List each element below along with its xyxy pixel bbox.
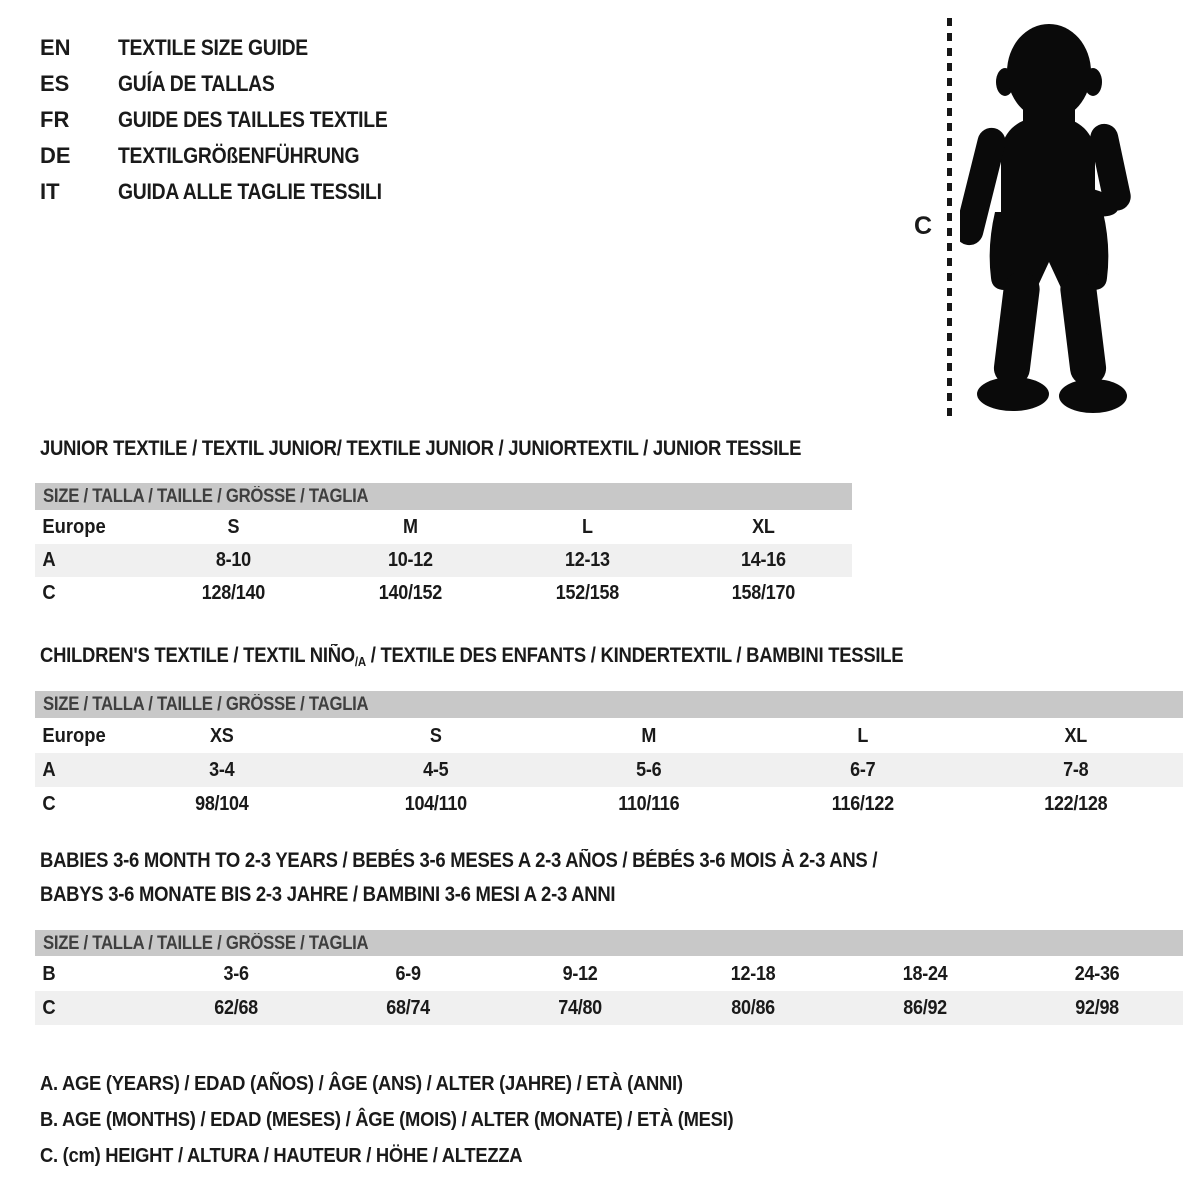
table-cell: M	[641, 725, 657, 747]
table-cell: XL	[1064, 725, 1088, 747]
table-cell: XS	[210, 725, 234, 747]
legend-age-months: B. AGE (MONTHS) / EDAD (MESES) / ÂGE (MOIS) / ALTER (MONATE) / ETÀ (MESI)	[40, 1109, 734, 1131]
lang-row-it	[40, 174, 424, 210]
height-measure-label: C	[914, 212, 933, 240]
lang-code: IT	[40, 179, 60, 204]
size-header-label: SIZE / TALLA / TAILLE / GRÖSSE / TAGLIA	[43, 486, 369, 507]
size-header-label: SIZE / TALLA / TAILLE / GRÖSSE / TAGLIA	[43, 933, 369, 954]
row-label: C	[42, 582, 56, 604]
table-cell: 158/170	[732, 582, 796, 604]
table-cell: 14-16	[741, 549, 786, 571]
lang-row-fr	[40, 102, 424, 138]
row-label: C	[42, 997, 56, 1019]
toddler-silhouette-icon	[960, 16, 1140, 418]
table-cell: 24-36	[1074, 963, 1120, 985]
table-cell: L	[857, 725, 868, 747]
table-cell: S	[429, 725, 442, 747]
table-row	[35, 719, 1183, 753]
table-cell: XL	[752, 516, 775, 538]
lang-label: GUIDA ALLE TAGLIE TESSILI	[118, 179, 382, 204]
table-cell: 10-12	[387, 549, 433, 571]
lang-code: EN	[40, 35, 71, 60]
table-row	[35, 544, 852, 577]
language-title-list	[40, 30, 424, 210]
junior-size-table	[35, 483, 852, 610]
table-cell: 140/152	[378, 582, 442, 604]
table-cell: 7-8	[1063, 759, 1089, 781]
table-cell: 128/140	[201, 582, 265, 604]
row-label: A	[42, 759, 56, 781]
children-size-table	[35, 691, 1183, 821]
table-cell: 9-12	[562, 963, 598, 985]
table-row	[35, 577, 852, 610]
table-cell: 110/116	[618, 793, 680, 815]
lang-label: GUÍA DE TALLAS	[118, 71, 275, 96]
legend-age-years: A. AGE (YEARS) / EDAD (AÑOS) / ÂGE (ANS) / ALTER (JAHRE) / ETÀ (ANNI)	[40, 1073, 683, 1095]
table-cell: 12-18	[730, 963, 775, 985]
lang-row-en	[40, 30, 424, 66]
row-label: A	[42, 549, 56, 571]
legend-height-cm: C. (cm) HEIGHT / ALTURA / HAUTEUR / HÖHE / ALTEZZA	[40, 1145, 523, 1167]
table-cell: 104/110	[404, 793, 467, 815]
table-cell: 62/68	[214, 997, 258, 1019]
babies-section-title-line2: BABYS 3-6 MONATE BIS 2-3 JAHRE / BAMBINI 3-6 MESI A 2-3 ANNI	[40, 883, 616, 906]
table-cell: 8-10	[215, 549, 251, 571]
table-cell: L	[581, 516, 593, 538]
table-cell: 74/80	[558, 997, 603, 1019]
children-title-prefix: CHILDREN'S TEXTILE / TEXTIL NIÑO	[40, 644, 355, 667]
table-cell: 3-4	[209, 759, 235, 781]
table-cell: 6-9	[395, 963, 421, 985]
table-cell: 3-6	[223, 963, 249, 985]
children-title-suffix: / TEXTILE DES ENFANTS / KINDERTEXTIL / BAMBINI TESSILE	[365, 644, 904, 667]
table-row	[35, 991, 1183, 1025]
row-label: B	[42, 963, 56, 985]
lang-label: GUIDE DES TAILLES TEXTILE	[118, 107, 388, 132]
row-label: Europe	[42, 725, 106, 747]
babies-section-title-line1: BABIES 3-6 MONTH TO 2-3 YEARS / BEBÉS 3-6 MESES A 2-3 AÑOS / BÉBÉS 3-6 MOIS À 2-3 ANS /	[40, 849, 878, 872]
table-cell: 98/104	[195, 793, 249, 815]
row-label: Europe	[42, 516, 106, 538]
table-row	[35, 511, 852, 544]
size-header-bar	[35, 483, 852, 511]
table-cell: 18-24	[902, 963, 948, 985]
row-label: C	[42, 793, 56, 815]
table-row	[35, 753, 1183, 787]
table-cell: 116/122	[831, 793, 894, 815]
lang-code: ES	[40, 71, 70, 96]
table-cell: 6-7	[849, 759, 876, 781]
table-cell: 92/98	[1075, 997, 1119, 1019]
lang-code: DE	[40, 143, 71, 168]
lang-row-de	[40, 138, 424, 174]
children-section-title	[40, 644, 903, 668]
table-cell: 80/86	[730, 997, 775, 1019]
table-cell: 5-6	[636, 759, 662, 781]
lang-code: FR	[40, 107, 70, 132]
table-cell: 152/158	[555, 582, 619, 604]
children-title-sub: /A	[354, 654, 366, 669]
lang-row-es	[40, 66, 424, 102]
babies-size-table	[35, 930, 1183, 1025]
junior-section-title: JUNIOR TEXTILE / TEXTIL JUNIOR/ TEXTILE JUNIOR / JUNIORTEXTIL / JUNIOR TESSILE	[40, 437, 802, 460]
height-dashed-line	[947, 18, 952, 416]
size-header-bar	[35, 930, 1183, 957]
lang-label: TEXTILE SIZE GUIDE	[118, 35, 308, 60]
table-cell: 122/128	[1044, 793, 1108, 815]
table-cell: 4-5	[422, 759, 448, 781]
size-header-label: SIZE / TALLA / TAILLE / GRÖSSE / TAGLIA	[43, 694, 369, 715]
table-cell: 68/74	[386, 997, 431, 1019]
table-cell: 86/92	[902, 997, 947, 1019]
table-row	[35, 957, 1183, 991]
table-cell: M	[402, 516, 418, 538]
table-row	[35, 787, 1183, 821]
size-header-bar	[35, 691, 1183, 719]
table-cell: S	[227, 516, 240, 538]
lang-label: TEXTILGRÖßENFÜHRUNG	[118, 143, 360, 168]
table-cell: 12-13	[564, 549, 610, 571]
